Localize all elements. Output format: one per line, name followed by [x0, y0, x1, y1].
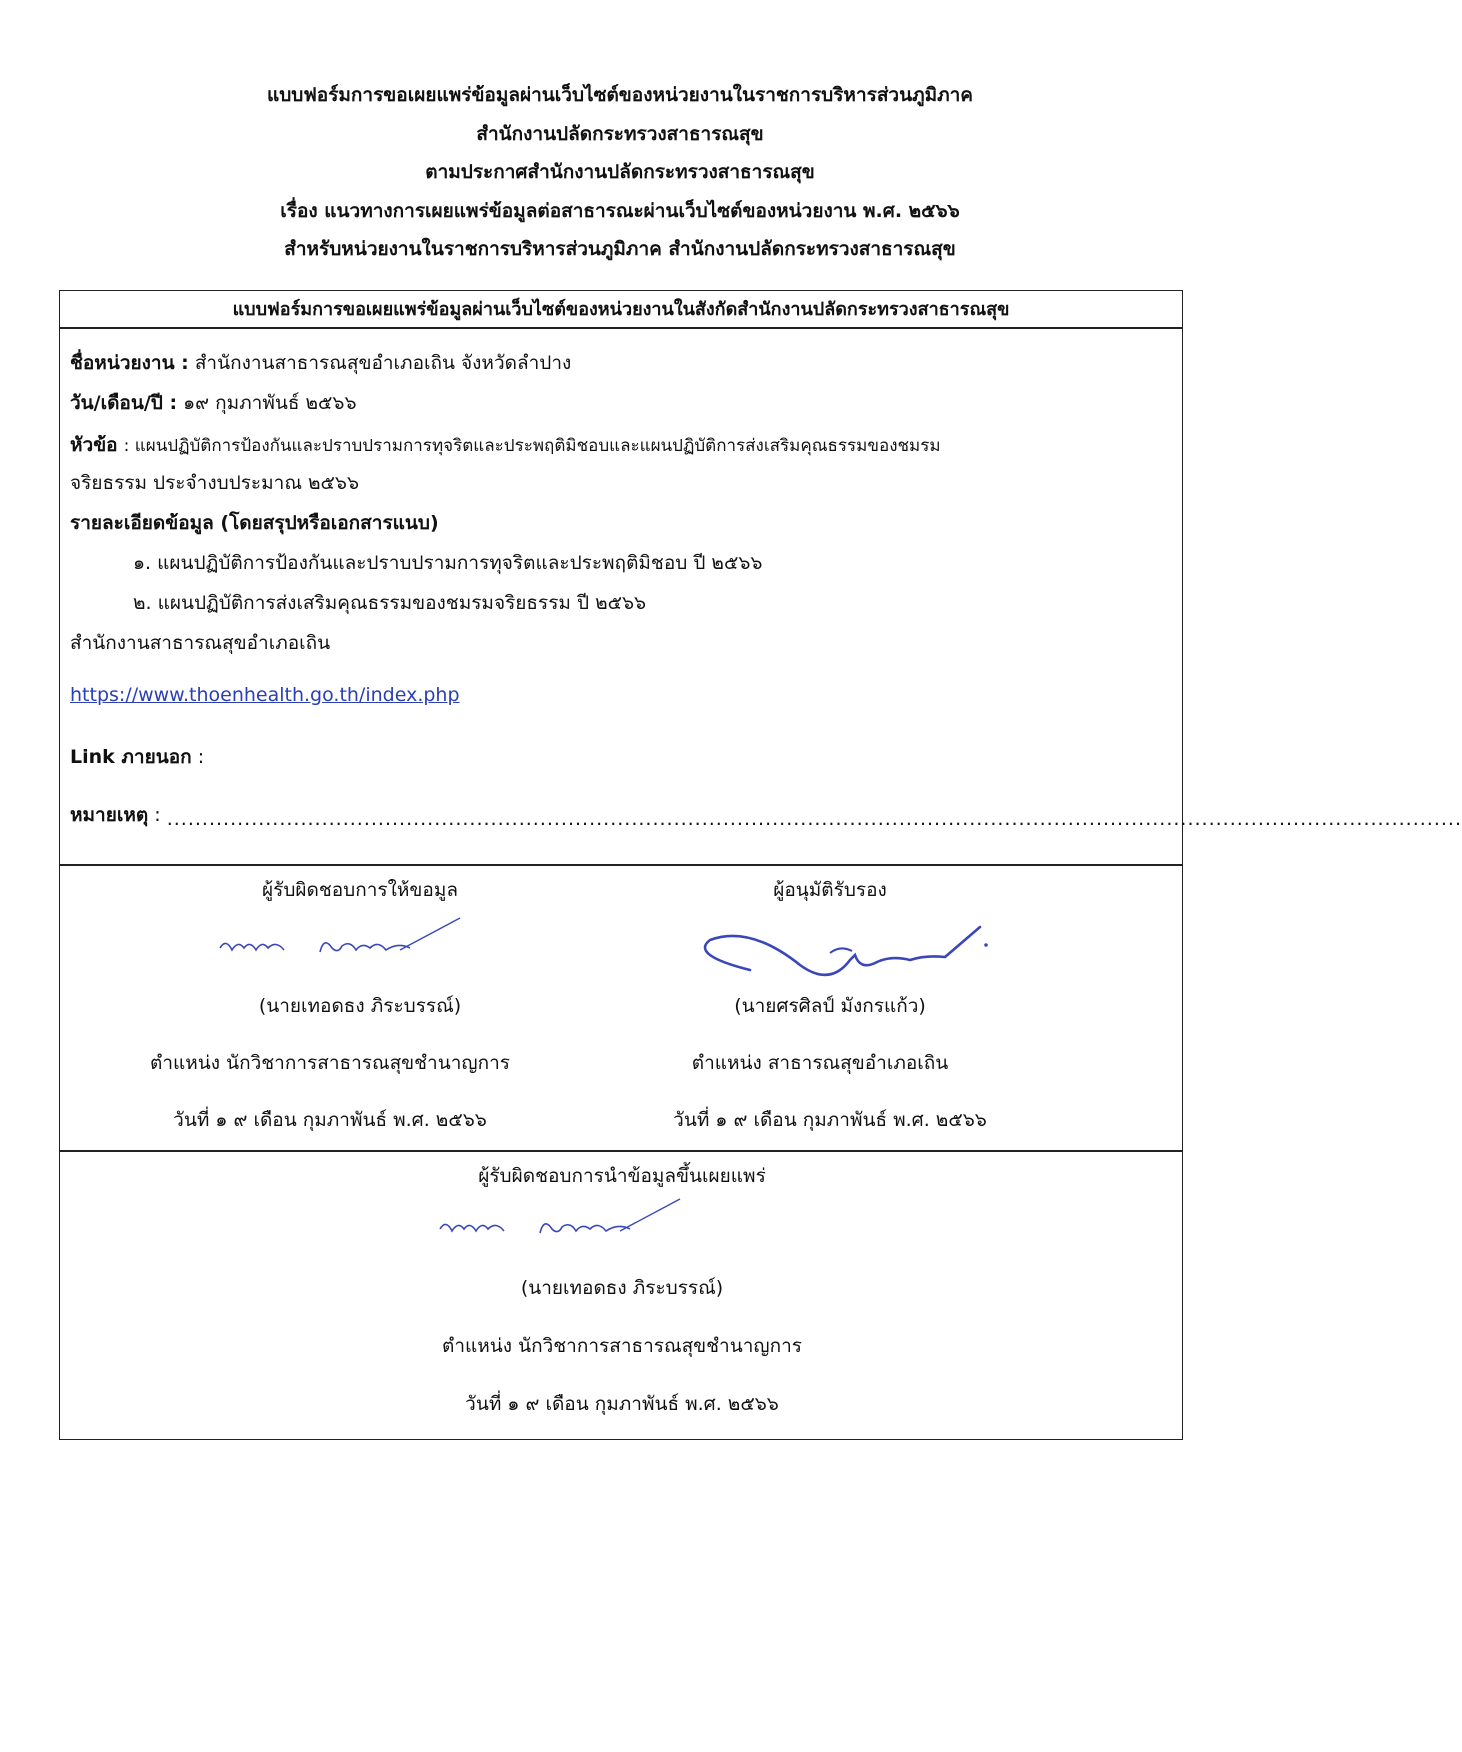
external-link-row	[70, 742, 204, 772]
external-link-label: Link ภายนอก	[70, 746, 192, 768]
header-line-1: แบบฟอร์มการขอเผยแพร่ข้อมูลผ่านเว็บไซต์ของหน่วยงานในราชการบริหารส่วนภูมิภาค	[266, 84, 974, 106]
details-item-1: ๑. แผนปฏิบัติการป้องกันและปราบปรามการทุจริตและประพฤติมิชอบ ปี ๒๕๖๖	[133, 552, 763, 574]
header-line-3: ตามประกาศสำนักงานปลัดกระทรวงสาธารณสุข	[425, 161, 815, 183]
form-title-box	[59, 290, 1183, 329]
header-line-2: สำนักงานปลัดกระทรวงสาธารณสุข	[476, 122, 764, 145]
remark-separator: :	[154, 804, 161, 826]
topic-row	[70, 430, 941, 460]
agency-value: สำนักงานสาธารณสุขอำเภอเถิน จังหวัดลำปาง	[194, 352, 572, 374]
agency-row	[70, 348, 571, 378]
approver-heading: ผู้อนุมัติรับรอง	[773, 879, 887, 901]
provider-heading: ผู้รับผิดชอบการให้ขอมูล	[262, 879, 458, 901]
remark-row	[70, 800, 1462, 830]
signature-section	[59, 864, 1183, 1152]
form-info-section	[59, 327, 1462, 866]
approver-position: ตำแหน่ง สาธารณสุขอำเภอเถิน	[691, 1052, 949, 1074]
publisher-name: (นายเทอดธง ภิระบรรณ์)	[520, 1277, 724, 1299]
provider-name: (นายเทอดธง ภิระบรรณ์)	[258, 995, 462, 1017]
website-link[interactable]: https://www.thoenhealth.go.th/index.php	[70, 684, 460, 706]
publisher-heading: ผู้รับผิดชอบการนำข้อมูลขึ้นเผยแพร่	[478, 1165, 766, 1187]
publisher-signature	[430, 1191, 690, 1256]
provider-position: ตำแหน่ง นักวิชาการสาธารณสุขชำนาญการ	[150, 1052, 510, 1074]
document-header	[0, 76, 1240, 269]
publisher-date: วันที่ ๑ ๙ เดือน กุมภาพันธ์ พ.ศ. ๒๕๖๖	[465, 1393, 779, 1415]
publisher-section	[59, 1150, 1183, 1440]
provider-date: วันที่ ๑ ๙ เดือน กุมภาพันธ์ พ.ศ. ๒๕๖๖	[173, 1109, 487, 1131]
approver-name: (นายศรศิลป์ มังกรแก้ว)	[734, 995, 926, 1017]
remark-dots: ........................................................................................................................................................................................	[166, 808, 1462, 830]
topic-label: หัวข้อ	[70, 434, 118, 456]
approver-date: วันที่ ๑ ๙ เดือน กุมภาพันธ์ พ.ศ. ๒๕๖๖	[673, 1109, 987, 1131]
date-row	[70, 388, 357, 418]
header-line-4: เรื่อง แนวทางการเผยแพร่ข้อมูลต่อสาธารณะผ่านเว็บไซต์ของหน่วยงาน พ.ศ. ๒๕๖๖	[280, 199, 960, 222]
details-item-2: ๒. แผนปฏิบัติการส่งเสริมคุณธรรมของชมรมจริยธรรม ปี ๒๕๖๖	[133, 592, 647, 614]
details-org: สำนักงานสาธารณสุขอำเภอเถิน	[70, 632, 331, 654]
url-row	[70, 684, 460, 706]
date-label: วัน/เดือน/ปี :	[70, 392, 178, 414]
header-line-5: สำหรับหน่วยงานในราชการบริหารส่วนภูมิภาค สำนักงานปลัดกระทรวงสาธารณสุข	[284, 238, 956, 260]
topic-value-line-2: จริยธรรม ประจำงบประมาณ ๒๕๖๖	[70, 472, 360, 494]
publisher-position: ตำแหน่ง นักวิชาการสาธารณสุขชำนาญการ	[442, 1335, 802, 1357]
remark-label: หมายเหตุ	[70, 804, 149, 826]
provider-signature	[210, 910, 470, 975]
date-value: ๑๙ กุมภาพันธ์ ๒๕๖๖	[183, 392, 357, 414]
agency-label: ชื่อหน่วยงาน :	[70, 352, 189, 374]
details-label: รายละเอียดข้อมูล (โดยสรุปหรือเอกสารแนบ)	[70, 512, 439, 534]
form-title: แบบฟอร์มการขอเผยแพร่ข้อมูลผ่านเว็บไซต์ของหน่วยงานในสังกัดสำนักงานปลัดกระทรวงสาธารณสุข	[232, 299, 1010, 320]
topic-value-line-1: : แผนปฏิบัติการป้องกันและปราบปรามการทุจริตและประพฤติมิชอบและแผนปฏิบัติการส่งเสริมคุณธรรมของชมรม	[123, 436, 941, 456]
external-link-separator: :	[197, 746, 205, 768]
